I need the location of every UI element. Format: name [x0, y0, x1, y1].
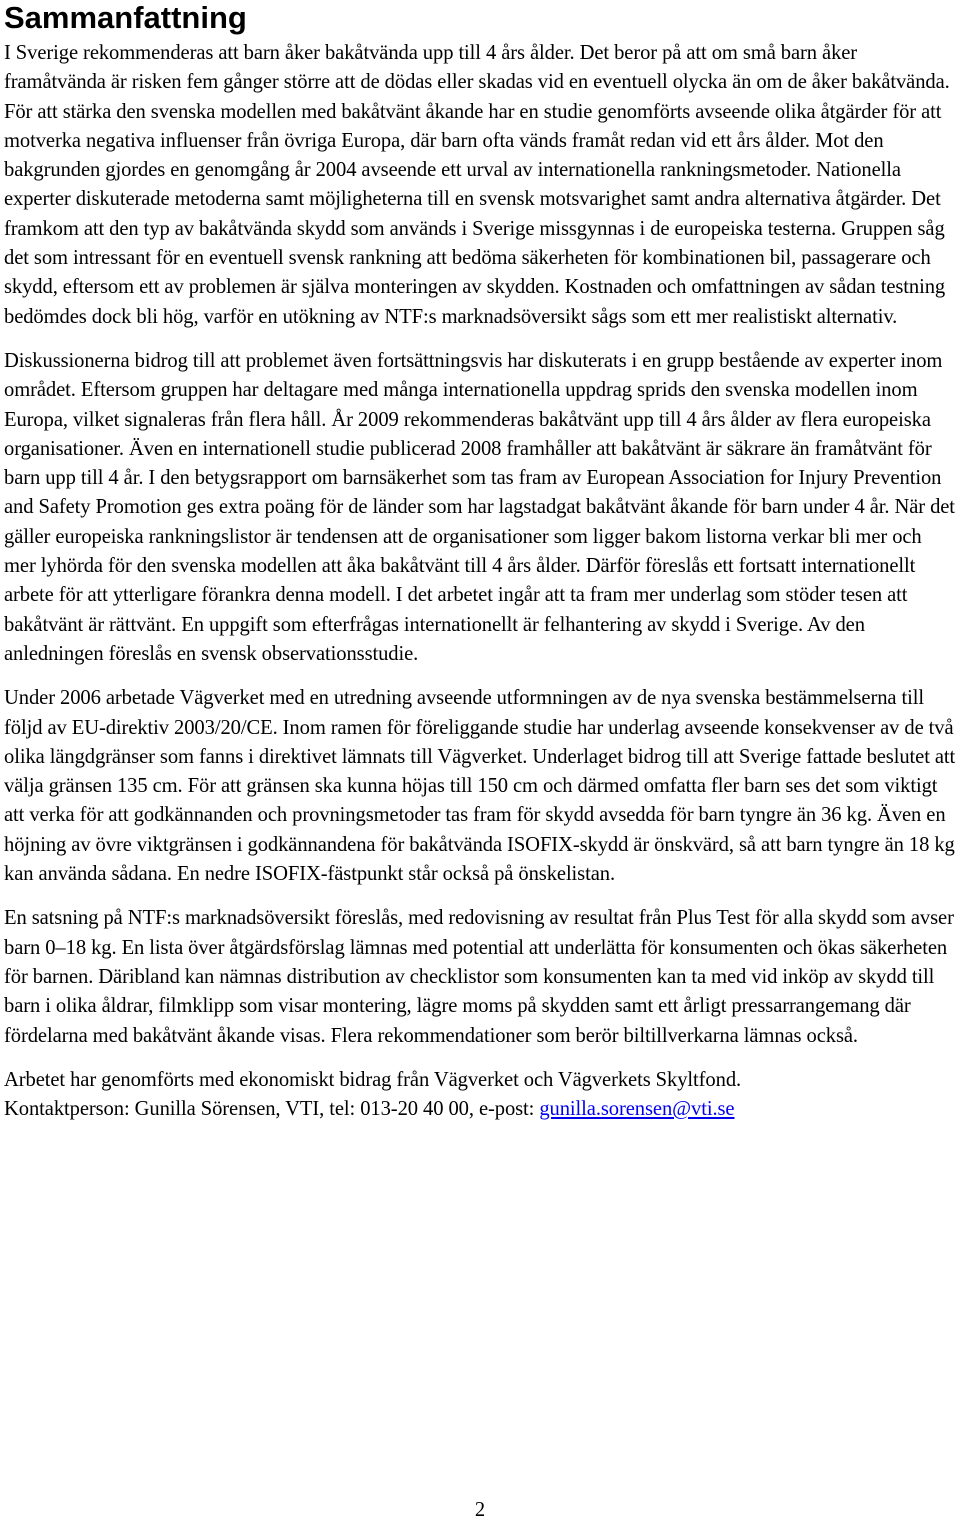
summary-paragraph-3: Under 2006 arbetade Vägverket med en utredning avseende utformningen av de nya svenska bestämmelserna till följd av EU-direktiv 2003/20/CE. Inom ramen för föreliggande studie har underlag avseende konsekvenser av de två olika längdgränser som fanns i direktivet lämnats till Vägverket. Underlaget bidrog till att Sverige fattade beslutet att välja gränsen 135 cm. För att gränsen ska kunna höjas till 150 cm och därmed omfatta fler barn ses det som viktigt att verka för att godkännanden och provningsmetoder tas fram för skydd avsedda för barn tyngre än 36 kg. Även en höjning av övre viktgränsen i godkännandena för bakåtvända ISOFIX-skydd är önskvärd, så att barn tyngre än 18 kg kan använda sådana. En nedre ISOFIX-fästpunkt står också på önskelistan.	[4, 687, 956, 886]
summary-paragraph-1: I Sverige rekommenderas att barn åker bakåtvända upp till 4 års ålder. Det beror på att om små barn åker framåtvända är risken fem gånger större att de dödas eller skadas vid en eventuell olycka än om de åker bakåtvända. För att stärka den svenska modellen med bakåtvänt åkande har en studie genomförts avseende olika åtgärder för att motverka negativa influenser från övriga Europa, där barn ofta vänds framåt redan vid ett års ålder. Mot den bakgrunden gjordes en genomgång år 2004 avseende ett urval av internationella rankningsmetoder. Nationella experter diskuterade metoderna samt möjligheterna till en svensk motsvarighet samt andra alternativa åtgärder. Det framkom att den typ av bakåtvända skydd som används i Sverige missgynnas i de europeiska testerna. Gruppen såg det som intressant för en eventuell svensk rankning att bedöma säkerheten för kombinationen bil, passagerare och skydd, eftersom ett av problemen är själva monteringen av skydden. Kostnaden och omfattningen av sådan testning bedömdes dock bli hög, varför en utökning av NTF:s marknadsöversikt sågs som ett mer realistiskt alternativ.	[4, 42, 950, 328]
contact-line	[4, 1098, 734, 1120]
summary-paragraph-4: En satsning på NTF:s marknadsöversikt föreslås, med redovisning av resultat från Plus Test för alla skydd som avser barn 0–18 kg. En lista över åtgärdsförslag lämnas med potential att underlätta för konsumenten och ökas säkerheten för barnen. Däribland kan nämnas distribution av checklistor som konsumenten kan ta med vid inköp av skydd till barn i olika åldrar, filmklipp som visar montering, lägre moms på skydden samt ett årligt pressarrangemang där fördelarna med bakåtvänt åkande visas. Flera rekommendationer som berör biltillverkarna lämnas också.	[4, 907, 954, 1047]
funding-line: Arbetet har genomförts med ekonomiskt bidrag från Vägverket och Vägverkets Skyltfond.	[4, 1068, 742, 1091]
summary-paragraph-2: Diskussionerna bidrog till att problemet även fortsättningsvis har diskuterats i en grupp bestående av experter inom området. Eftersom gruppen har deltagare med många internationella uppdrag sprids den svenska modellen inom Europa, vilket signaleras från flera håll. År 2009 rekommenderas bakåtvänt upp till 4 års ålder av flera europeiska organisationer. Även en internationell studie publicerad 2008 framhåller att bakåtvänt är säkrare än framåtvänt för barn upp till 4 år. I den betygsrapport om barnsäkerhet som tas fram av European Association for Injury Prevention and Safety Promotion ges extra poäng för de länder som har lagstadgat bakåtvänt åkande för barn under 4 år. När det gäller europeiska rankningslistor är tendensen att de organisationer som ligger bakom listorna verkar bli mer och mer lyhörda för den svenska modellen att åka bakåtvänt till 4 års ålder. Därför föreslås ett fortsatt internationellt arbete för att ytterligare förankra denna modell. I det arbetet ingår att ta fram mer underlag som stöder tesen att bakåtvänt är rättvänt. En uppgift som efterfrågas internationellt är felhantering av skydd i Sverige. Av den anledningen föreslås en svensk observationsstudie.	[4, 349, 955, 665]
contact-text: Kontaktperson: Gunilla Sörensen, VTI, tel: 013-20 40 00, e-post:	[4, 1098, 540, 1121]
page-number: 2	[474, 1499, 486, 1521]
email-link[interactable]: gunilla.sorensen@vti.se	[539, 1098, 735, 1121]
document-page	[4, 0, 956, 1139]
section-heading: Sammanfattning	[4, 0, 247, 35]
funding-contact-paragraph	[4, 1066, 956, 1125]
